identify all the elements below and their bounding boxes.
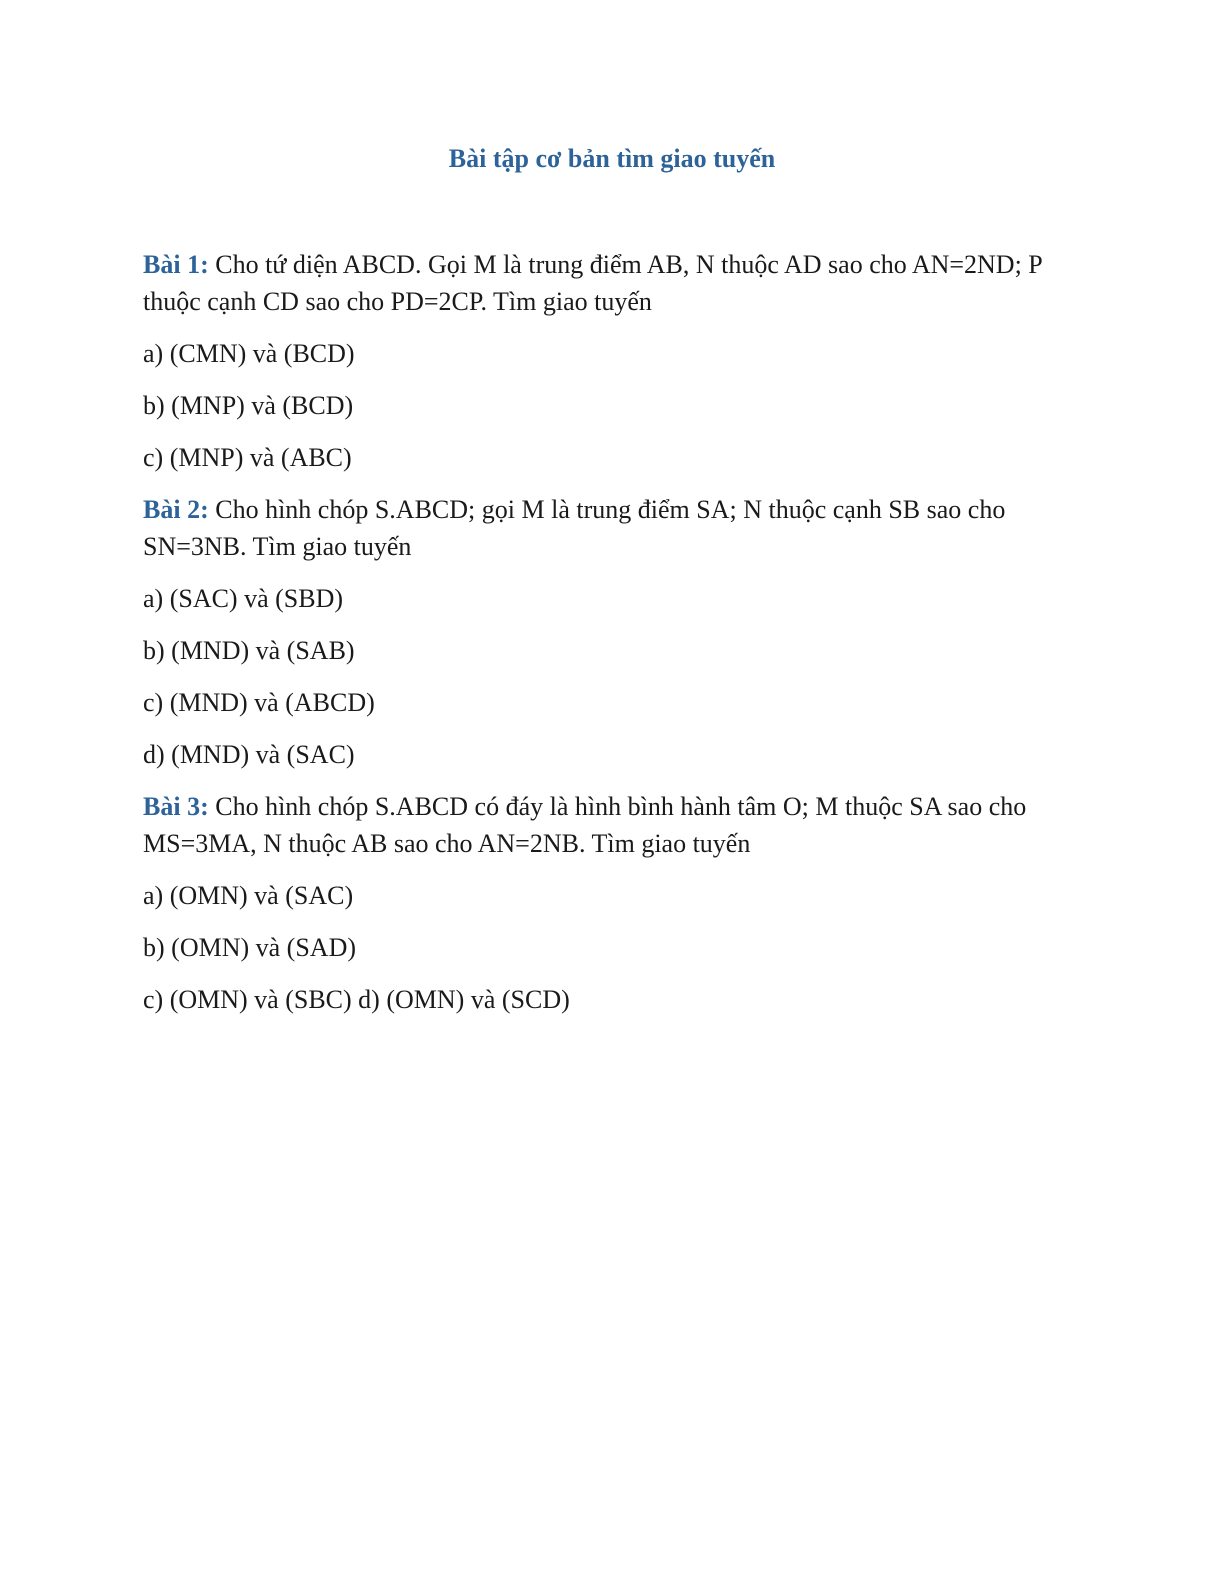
document-title: Bài tập cơ bản tìm giao tuyến — [448, 144, 776, 173]
exercise-2-label: Bài 2: — [143, 495, 209, 524]
exercise-2-item-b: b) (MND) và (SAB) — [143, 636, 355, 665]
exercise-3-text: Cho hình chóp S.ABCD có đáy là hình bình hành tâm O; M thuộc SA sao cho MS=3MA, N thuộc AB sao cho AN=2NB. Tìm giao tuyến — [143, 792, 1027, 858]
exercise-2-text: Cho hình chóp S.ABCD; gọi M là trung điểm SA; N thuộc cạnh SB sao cho SN=3NB. Tìm giao tuyến — [143, 495, 1006, 561]
exercise-2-prompt — [143, 491, 1083, 565]
exercise-2-item-c: c) (MND) và (ABCD) — [143, 688, 375, 717]
exercise-2-item-d: d) (MND) và (SAC) — [143, 740, 355, 769]
exercise-1-text: Cho tứ diện ABCD. Gọi M là trung điểm AB, N thuộc AD sao cho AN=2ND; P thuộc cạnh CD sao cho PD=2CP. Tìm giao tuyến — [143, 250, 1042, 316]
exercise-1-label: Bài 1: — [143, 250, 209, 279]
document-body — [143, 246, 1083, 1033]
exercise-3-item-a: a) (OMN) và (SAC) — [143, 881, 354, 910]
exercise-1-prompt — [143, 246, 1083, 320]
exercise-1-item-b: b) (MNP) và (BCD) — [143, 391, 354, 420]
exercise-1-item-c: c) (MNP) và (ABC) — [143, 443, 352, 472]
exercise-2-item-a: a) (SAC) và (SBD) — [143, 584, 344, 613]
exercise-3-item-b: b) (OMN) và (SAD) — [143, 933, 357, 962]
exercise-3-prompt — [143, 788, 1083, 862]
exercise-1-item-a: a) (CMN) và (BCD) — [143, 339, 355, 368]
exercise-3-label: Bài 3: — [143, 792, 209, 821]
exercise-3-item-c: c) (OMN) và (SBC) d) (OMN) và (SCD) — [143, 985, 570, 1014]
